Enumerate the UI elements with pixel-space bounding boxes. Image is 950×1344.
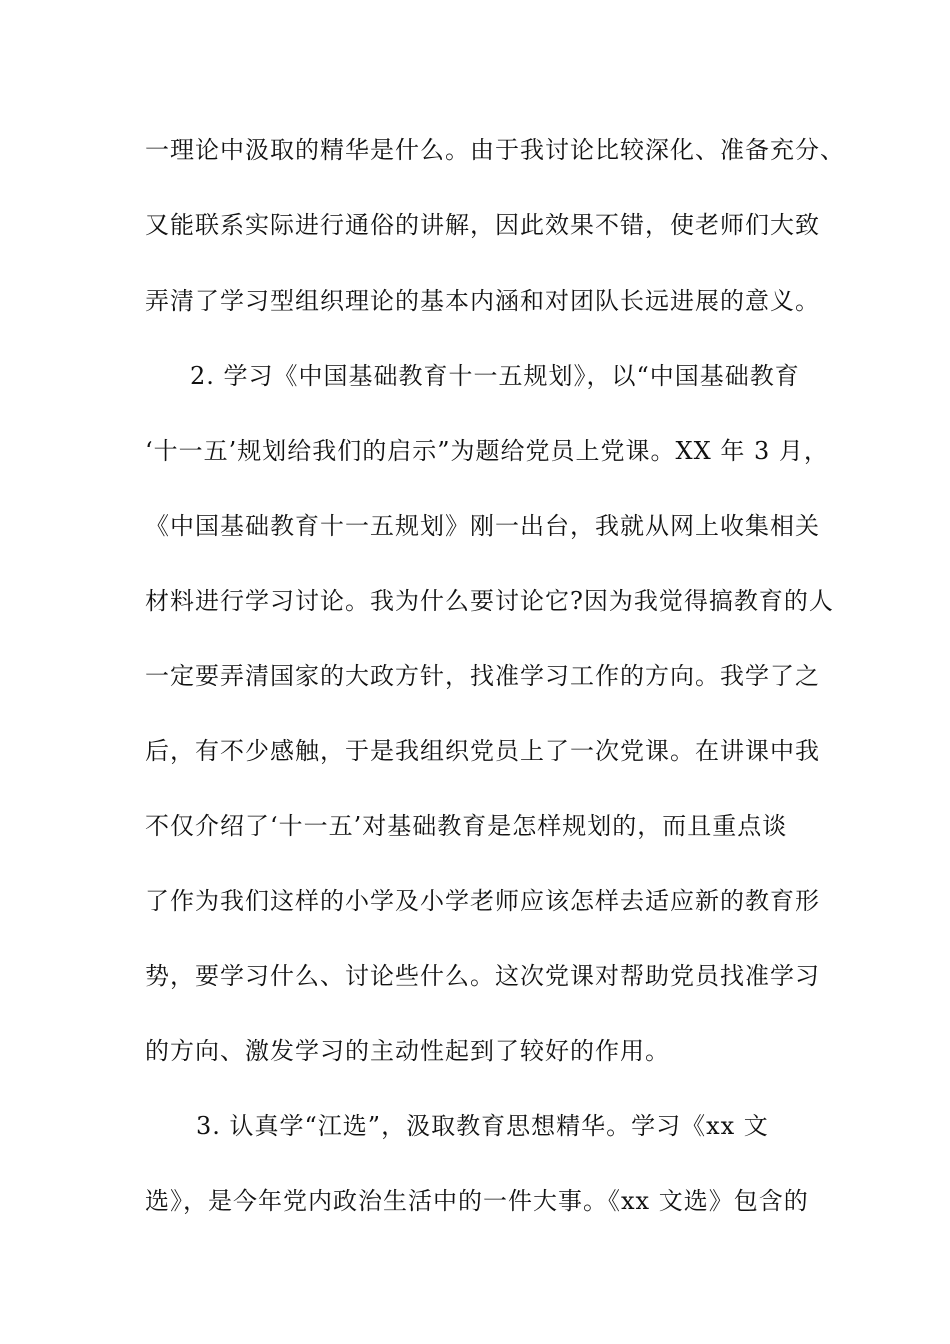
text-line: 后，有不少感触，于是我组织党员上了一次党课。在讲课中我 bbox=[145, 737, 820, 765]
text-line: 材料进行学习讨论。我为什么要讨论它?因为我觉得搞教育的人 bbox=[145, 587, 834, 615]
text-line: 势，要学习什么、讨论些什么。这次党课对帮助党员找准学习 bbox=[145, 962, 820, 990]
paragraph-2-first-line: 2. 学习《中国基础教育十一五规划》，以“中国基础教育 bbox=[190, 362, 800, 390]
text-line: 一理论中汲取的精华是什么。由于我讨论比较深化、准备充分、 bbox=[145, 136, 845, 164]
text-line: 又能联系实际进行通俗的讲解，因此效果不错，使老师们大致 bbox=[145, 211, 820, 239]
text-line: 不仅介绍了‘十一五’对基础教育是怎样规划的，而且重点谈 bbox=[145, 812, 788, 840]
text-line: 弄清了学习型组织理论的基本内涵和对团队长远进展的意义。 bbox=[145, 287, 820, 315]
text-line: 一定要弄清国家的大政方针，找准学习工作的方向。我学了之 bbox=[145, 662, 820, 690]
text-line: 选》，是今年党内政治生活中的一件大事。《xx 文选》包含的 bbox=[145, 1187, 809, 1215]
text-line: 了作为我们这样的小学及小学老师应该怎样去适应新的教育形 bbox=[145, 887, 820, 915]
text-line: ‘十一五’规划给我们的启示”为题给党员上党课。XX 年 3 月， bbox=[145, 437, 829, 465]
text-line: 的方向、激发学习的主动性起到了较好的作用。 bbox=[145, 1037, 670, 1065]
paragraph-3-first-line: 3. 认真学“江选”，汲取教育思想精华。学习《xx 文 bbox=[196, 1112, 769, 1140]
text-line: 《中国基础教育十一五规划》刚一出台，我就从网上收集相关 bbox=[145, 512, 820, 540]
